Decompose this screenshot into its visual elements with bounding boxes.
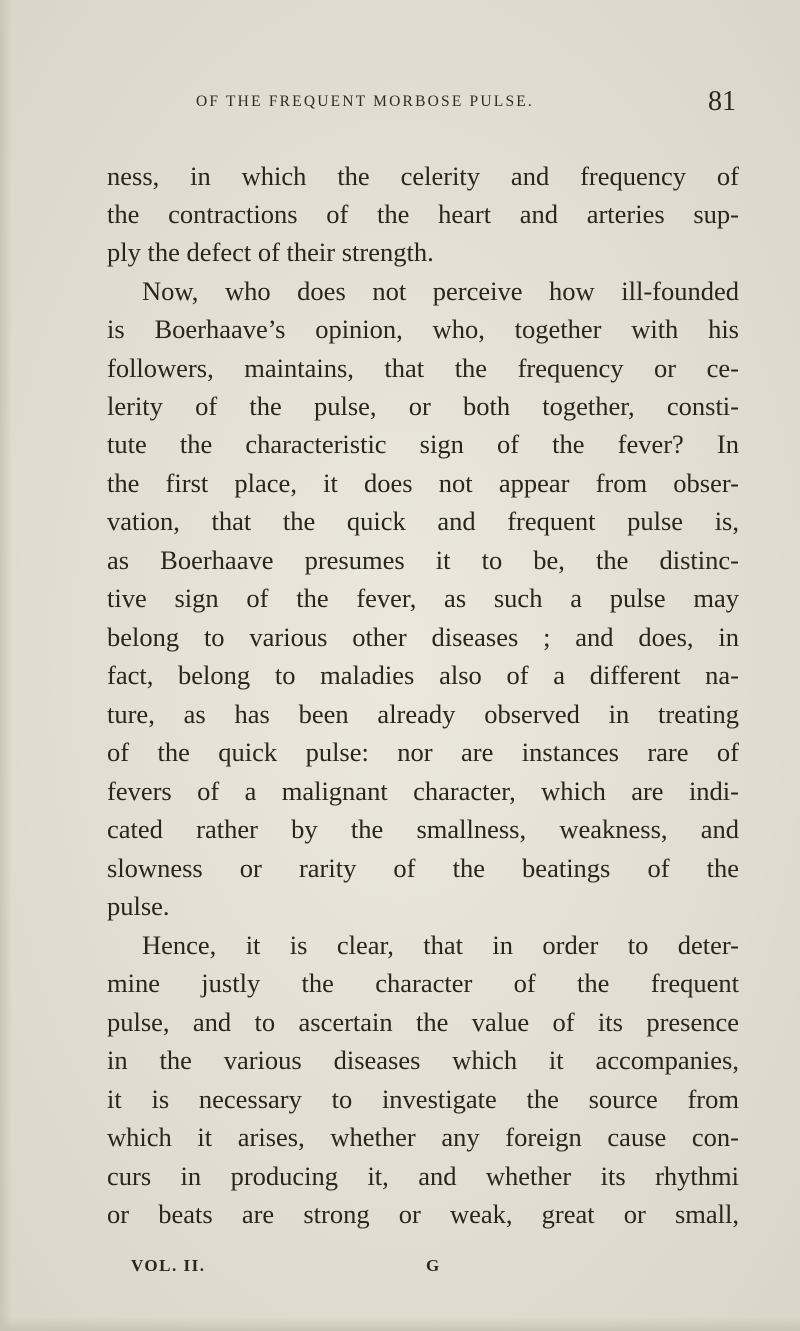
text-line: cated rather by the smallness, weakness, and <box>107 814 739 844</box>
text-line: ness, in which the celerity and frequency of <box>107 161 739 191</box>
text-line: curs in producing it, and whether its rhythmi <box>107 1161 739 1191</box>
text-line: ture, as has been already observed in treating <box>107 699 739 729</box>
page-left-edge <box>0 0 12 1331</box>
text-line: ply the defect of their strength. <box>107 237 434 267</box>
volume-mark: VOL. II. <box>131 1256 206 1275</box>
text-line: the contractions of the heart and arteries sup- <box>107 199 739 229</box>
text-line: Hence, it is clear, that in order to deter- <box>142 930 739 960</box>
page-number: 81 <box>708 86 736 117</box>
text-line: fact, belong to maladies also of a different na- <box>107 660 739 690</box>
text-line: pulse, and to ascertain the value of its presence <box>107 1007 739 1037</box>
text-line: Now, who does not perceive how ill-founded <box>142 276 739 306</box>
text-line: fevers of a malignant character, which are indi- <box>107 776 739 806</box>
page-bottom-edge <box>0 1317 800 1331</box>
signature-mark: G <box>426 1256 440 1275</box>
running-title: OF THE FREQUENT MORBOSE PULSE. <box>196 93 535 110</box>
text-line: pulse. <box>107 891 170 921</box>
text-line: or beats are strong or weak, great or small, <box>107 1199 739 1229</box>
text-line: is Boerhaave’s opinion, who, together with his <box>107 314 739 344</box>
text-line: vation, that the quick and frequent pulse is, <box>107 506 739 536</box>
text-line: followers, maintains, that the frequency or ce- <box>107 353 739 383</box>
text-line: mine justly the character of the frequent <box>107 968 739 998</box>
text-line: lerity of the pulse, or both together, consti- <box>107 391 739 421</box>
text-line: as Boerhaave presumes it to be, the distinc- <box>107 545 739 575</box>
text-line: which it arises, whether any foreign cause con- <box>107 1122 739 1152</box>
text-line: tute the characteristic sign of the fever? In <box>107 429 739 459</box>
text-line: the first place, it does not appear from obser- <box>107 468 739 498</box>
text-line: of the quick pulse: nor are instances rare of <box>107 737 739 767</box>
text-line: it is necessary to investigate the source from <box>107 1084 739 1114</box>
text-line: in the various diseases which it accompanies, <box>107 1045 739 1075</box>
text-line: tive sign of the fever, as such a pulse may <box>107 583 739 613</box>
text-line: slowness or rarity of the beatings of the <box>107 853 739 883</box>
text-line: belong to various other diseases ; and does, in <box>107 622 739 652</box>
